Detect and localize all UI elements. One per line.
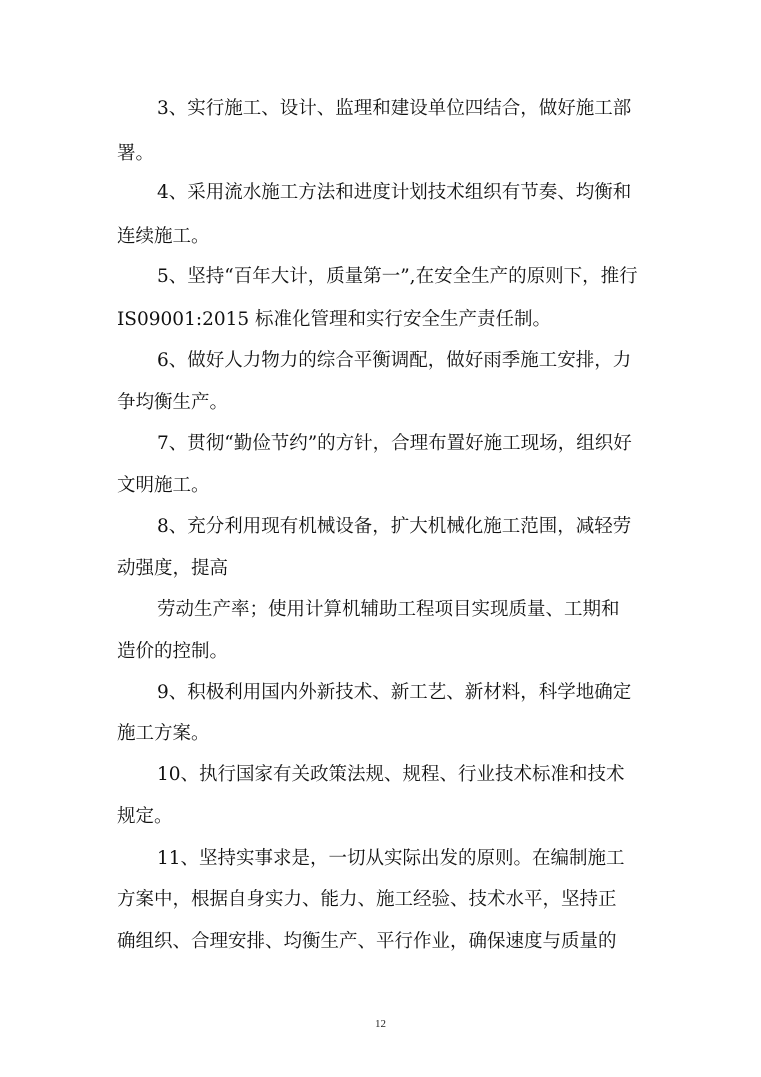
paragraph-line: 造价的控制。 xyxy=(117,641,229,662)
paragraph-line: 8、充分利用现有机械设备，扩大机械化施工范围，减轻劳 xyxy=(157,516,632,537)
paragraph-line: 方案中，根据自身实力、能力、施工经验、技术水平，坚持正 xyxy=(117,889,617,910)
paragraph-line: 施工方案。 xyxy=(117,723,210,744)
paragraph-line: 5、坚持“百年大计，质量第一”,在安全生产的原则下，推行 xyxy=(157,266,638,287)
paragraph-line: 争均衡生产。 xyxy=(117,392,229,413)
paragraph-line: 动强度，提高 xyxy=(117,558,229,579)
paragraph-line: 4、采用流水施工方法和进度计划技术组织有节奏、均衡和 xyxy=(157,182,632,203)
paragraph-line: 确组织、合理安排、均衡生产、平行作业，确保速度与质量的 xyxy=(117,931,617,952)
paragraph-line: 10、执行国家有关政策法规、规程、行业技术标准和技术 xyxy=(157,764,625,785)
paragraph-line: 规定。 xyxy=(117,806,173,827)
paragraph-line: 文明施工。 xyxy=(117,475,210,496)
paragraph-line: 9、积极利用国内外新技术、新工艺、新材料，科学地确定 xyxy=(157,682,632,703)
paragraph-line: 7、贯彻“勤俭节约”的方针，合理布置好施工现场，组织好 xyxy=(157,433,632,454)
paragraph-line: 6、做好人力物力的综合平衡调配，做好雨季施工安排，力 xyxy=(157,350,632,371)
paragraph-line: 3、实行施工、设计、监理和建设单位四结合，做好施工部 xyxy=(157,98,632,119)
page-number: 12 xyxy=(375,1018,386,1030)
paragraph-line: 连续施工。 xyxy=(117,226,210,247)
paragraph-line: 署。 xyxy=(117,143,155,164)
paragraph-line: 11、坚持实事求是，一切从实际出发的原则。在编制施工 xyxy=(157,848,625,869)
paragraph-line: IS09001:2015 标准化管理和实行安全生产责任制。 xyxy=(117,309,552,330)
paragraph-line: 劳动生产率；使用计算机辅助工程项目实现质量、工期和 xyxy=(157,599,620,620)
